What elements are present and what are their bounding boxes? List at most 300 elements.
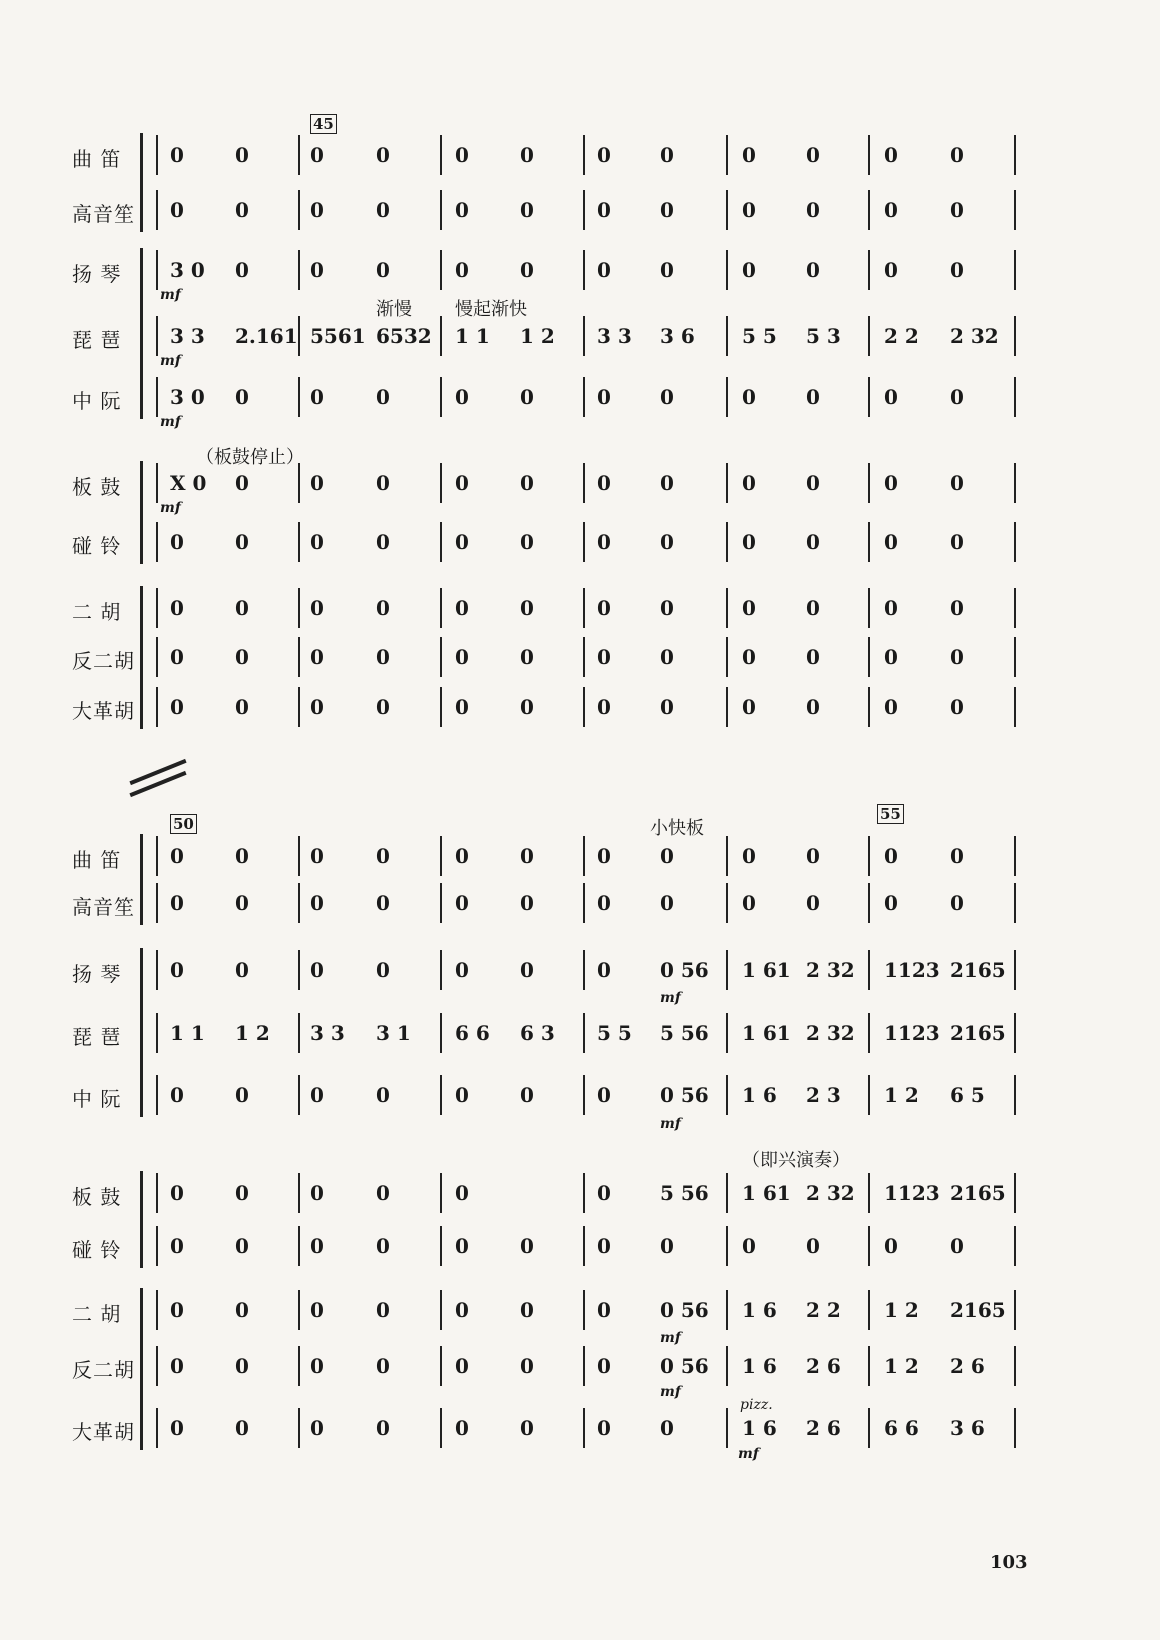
note-cell: 0: [597, 645, 611, 669]
note-cell: 2 32: [806, 958, 855, 982]
instrument-label: 高音笙: [72, 202, 135, 226]
note-cell: 0: [376, 385, 390, 409]
note-cell: 0: [806, 471, 820, 495]
group-bracket: [140, 1288, 153, 1450]
note-cell: 5 5: [597, 1021, 632, 1045]
note-cell: 0: [170, 1416, 184, 1440]
note-cell: 0: [376, 1083, 390, 1107]
note-cell: 0: [310, 258, 324, 282]
note-cell: 0: [170, 198, 184, 222]
note-cell: 0: [376, 844, 390, 868]
note-cell: 0: [235, 258, 249, 282]
barline: [1014, 1226, 1016, 1266]
note-cell: 0: [520, 258, 534, 282]
barline: [156, 316, 158, 356]
note-cell: 0: [660, 695, 674, 719]
note-cell: 0: [660, 891, 674, 915]
note-cell: 0: [520, 1416, 534, 1440]
note-cell: 2 2: [806, 1298, 841, 1322]
note-cell: 0: [520, 645, 534, 669]
barline: [726, 687, 728, 727]
barline: [583, 1346, 585, 1386]
barline: [440, 950, 442, 990]
note-cell: 2165: [950, 958, 1006, 982]
instrument-label: 大革胡: [72, 1420, 135, 1444]
note-cell: 0: [310, 471, 324, 495]
note-cell: 0: [660, 198, 674, 222]
note-cell: 0: [235, 1298, 249, 1322]
barline: [583, 463, 585, 503]
note-cell: 1 6: [742, 1083, 777, 1107]
barline: [868, 1226, 870, 1266]
note-cell: 0: [950, 258, 964, 282]
tempo-marking: 小快板: [650, 818, 704, 839]
barline: [156, 190, 158, 230]
note-cell: 3 3: [597, 324, 632, 348]
barline: [583, 883, 585, 923]
note-cell: 0: [376, 1416, 390, 1440]
note-cell: 0: [884, 645, 898, 669]
note-cell: 0: [597, 385, 611, 409]
barline: [440, 135, 442, 175]
note-cell: 0: [376, 1234, 390, 1258]
note-cell: 0: [310, 1354, 324, 1378]
note-cell: 0: [235, 198, 249, 222]
note-cell: 0: [806, 596, 820, 620]
instrument-label: 大革胡: [72, 699, 135, 723]
barline: [298, 377, 300, 417]
dynamic-mark: mf: [660, 990, 681, 1006]
note-cell: 2165: [950, 1021, 1006, 1045]
note-cell: 5 3: [806, 324, 841, 348]
note-cell: 0: [455, 844, 469, 868]
note-cell: 0: [170, 1181, 184, 1205]
note-cell: 0: [660, 1416, 674, 1440]
barline: [298, 316, 300, 356]
barline: [726, 190, 728, 230]
note-cell: 0: [235, 530, 249, 554]
instrument-label: 碰 铃: [72, 1238, 122, 1262]
note-cell: 0: [376, 695, 390, 719]
note-cell: 0: [742, 645, 756, 669]
barline: [298, 836, 300, 876]
note-cell: 3 0: [170, 385, 205, 409]
note-cell: 6532: [376, 324, 432, 348]
note-cell: 0: [455, 143, 469, 167]
barline: [156, 1290, 158, 1330]
note-cell: 0: [310, 695, 324, 719]
note-cell: 0: [170, 1234, 184, 1258]
instrument-label: 曲 笛: [72, 147, 122, 171]
note-cell: 0: [597, 258, 611, 282]
note-cell: 0: [235, 385, 249, 409]
note-cell: 1 6: [742, 1416, 777, 1440]
barline: [1014, 250, 1016, 290]
note-cell: 0: [742, 143, 756, 167]
note-cell: 0: [520, 1083, 534, 1107]
barline: [726, 1013, 728, 1053]
tempo-marking: 慢起渐快: [455, 299, 527, 320]
instrument-label: 板 鼓: [72, 1185, 122, 1209]
note-cell: 0: [660, 143, 674, 167]
note-cell: 1 2: [884, 1354, 919, 1378]
note-cell: 1 61: [742, 1181, 791, 1205]
page-number: 103: [990, 1552, 1028, 1573]
barline: [440, 250, 442, 290]
note-cell: 0: [597, 143, 611, 167]
note-cell: 0: [455, 1354, 469, 1378]
barline: [583, 522, 585, 562]
note-cell: 0: [455, 958, 469, 982]
barline: [156, 1013, 158, 1053]
note-cell: 0: [950, 844, 964, 868]
note-cell: 0: [310, 844, 324, 868]
barline: [726, 135, 728, 175]
barline: [298, 1013, 300, 1053]
note-cell: 0: [950, 695, 964, 719]
barline: [298, 1226, 300, 1266]
note-cell: 1 1: [170, 1021, 205, 1045]
note-cell: 0: [235, 1181, 249, 1205]
note-cell: 0: [597, 1234, 611, 1258]
instrument-label: 琵 琶: [72, 1025, 122, 1049]
note-cell: 3 3: [310, 1021, 345, 1045]
note-cell: 0: [520, 1298, 534, 1322]
barline: [868, 1290, 870, 1330]
note-cell: 0: [742, 385, 756, 409]
note-cell: 0 56: [660, 1298, 709, 1322]
note-cell: 0: [455, 891, 469, 915]
note-cell: 0: [597, 471, 611, 495]
note-cell: 0: [310, 385, 324, 409]
note-cell: 2 6: [806, 1354, 841, 1378]
note-cell: 2 3: [806, 1083, 841, 1107]
barline: [298, 588, 300, 628]
barline: [1014, 463, 1016, 503]
note-cell: 0: [806, 891, 820, 915]
instrument-label: 板 鼓: [72, 475, 122, 499]
group-bracket: [140, 586, 153, 729]
note-cell: 0: [742, 530, 756, 554]
note-cell: 0: [520, 471, 534, 495]
barline: [868, 637, 870, 677]
barline: [298, 522, 300, 562]
dynamic-mark: mf: [738, 1446, 759, 1462]
barline: [440, 463, 442, 503]
barline: [868, 463, 870, 503]
note-cell: 0: [806, 645, 820, 669]
note-cell: 0: [660, 385, 674, 409]
note-cell: 0: [310, 958, 324, 982]
note-cell: 0: [660, 844, 674, 868]
note-cell: 0: [455, 695, 469, 719]
barline: [156, 1226, 158, 1266]
barline: [156, 1408, 158, 1448]
note-cell: 0: [170, 844, 184, 868]
barline: [726, 1290, 728, 1330]
note-cell: 0: [742, 471, 756, 495]
note-cell: 0: [235, 143, 249, 167]
barline: [156, 1075, 158, 1115]
note-cell: 0: [170, 596, 184, 620]
barline: [868, 316, 870, 356]
note-cell: 1 2: [520, 324, 555, 348]
barline: [156, 377, 158, 417]
note-cell: 0: [235, 1416, 249, 1440]
note-cell: 0: [597, 1181, 611, 1205]
note-cell: 0: [376, 1354, 390, 1378]
barline: [156, 135, 158, 175]
barline: [298, 1290, 300, 1330]
note-cell: 0: [884, 471, 898, 495]
annotation: （板鼓停止）: [196, 447, 304, 468]
note-cell: 0: [310, 1234, 324, 1258]
note-cell: 0: [660, 530, 674, 554]
barline: [868, 135, 870, 175]
note-cell: 0: [597, 844, 611, 868]
note-cell: 0: [884, 530, 898, 554]
instrument-label: 高音笙: [72, 895, 135, 919]
articulation: pizz.: [740, 1397, 773, 1413]
note-cell: 1123: [884, 958, 940, 982]
barline: [440, 1075, 442, 1115]
barline: [583, 1290, 585, 1330]
barline: [440, 883, 442, 923]
note-cell: 0: [455, 1234, 469, 1258]
note-cell: 0: [950, 471, 964, 495]
note-cell: 3 6: [950, 1416, 985, 1440]
barline: [298, 1173, 300, 1213]
note-cell: 0: [742, 695, 756, 719]
note-cell: 0: [520, 1234, 534, 1258]
barline: [583, 687, 585, 727]
note-cell: 0: [170, 1298, 184, 1322]
note-cell: 3 6: [660, 324, 695, 348]
barline: [868, 950, 870, 990]
group-bracket: [140, 1171, 153, 1268]
barline: [868, 1013, 870, 1053]
note-cell: 0: [520, 844, 534, 868]
barline: [868, 522, 870, 562]
note-cell: 0: [310, 1181, 324, 1205]
note-cell: 1 61: [742, 1021, 791, 1045]
note-cell: 1 2: [884, 1083, 919, 1107]
note-cell: 0: [310, 1298, 324, 1322]
note-cell: 0: [597, 530, 611, 554]
note-cell: 0 56: [660, 1354, 709, 1378]
barline: [440, 637, 442, 677]
note-cell: 2 6: [806, 1416, 841, 1440]
note-cell: 0: [455, 645, 469, 669]
barline: [1014, 316, 1016, 356]
barline: [298, 190, 300, 230]
note-cell: 0: [310, 1083, 324, 1107]
barline: [298, 637, 300, 677]
note-cell: 1123: [884, 1181, 940, 1205]
note-cell: 0: [742, 891, 756, 915]
system-break: [129, 771, 186, 797]
barline: [440, 1013, 442, 1053]
note-cell: 0: [520, 530, 534, 554]
note-cell: 1 2: [235, 1021, 270, 1045]
barline: [156, 588, 158, 628]
note-cell: 0: [235, 844, 249, 868]
barline: [1014, 1346, 1016, 1386]
note-cell: 1 61: [742, 958, 791, 982]
instrument-label: 二 胡: [72, 600, 122, 624]
group-bracket: [140, 461, 153, 564]
note-cell: 1 6: [742, 1354, 777, 1378]
note-cell: 0: [950, 143, 964, 167]
dynamic-mark: mf: [160, 500, 181, 516]
note-cell: 0: [170, 695, 184, 719]
note-cell: 0: [884, 198, 898, 222]
note-cell: 0: [170, 958, 184, 982]
barline: [726, 1346, 728, 1386]
barline: [298, 1075, 300, 1115]
barline: [298, 250, 300, 290]
barline: [440, 588, 442, 628]
barline: [1014, 1408, 1016, 1448]
barline: [868, 190, 870, 230]
barline: [1014, 1173, 1016, 1213]
note-cell: 0: [742, 844, 756, 868]
note-cell: 0: [660, 596, 674, 620]
note-cell: 0: [597, 1416, 611, 1440]
barline: [583, 135, 585, 175]
note-cell: 0: [376, 258, 390, 282]
note-cell: 0: [376, 530, 390, 554]
barline: [868, 883, 870, 923]
barline: [156, 522, 158, 562]
dynamic-mark: mf: [660, 1116, 681, 1132]
instrument-label: 中 阮: [72, 1087, 122, 1111]
barline: [583, 316, 585, 356]
barline: [583, 250, 585, 290]
note-cell: 0: [806, 198, 820, 222]
barline: [1014, 1013, 1016, 1053]
barline: [1014, 950, 1016, 990]
note-cell: 0: [520, 143, 534, 167]
instrument-label: 扬 琴: [72, 262, 122, 286]
instrument-label: 曲 笛: [72, 848, 122, 872]
note-cell: 6 6: [884, 1416, 919, 1440]
group-bracket: [140, 133, 153, 232]
note-cell: 0: [660, 258, 674, 282]
note-cell: 0: [170, 1083, 184, 1107]
barline: [868, 1173, 870, 1213]
note-cell: 0: [742, 596, 756, 620]
note-cell: 1 2: [884, 1298, 919, 1322]
barline: [583, 588, 585, 628]
note-cell: 0: [376, 958, 390, 982]
note-cell: 0: [310, 198, 324, 222]
note-cell: 0: [520, 385, 534, 409]
note-cell: 0: [806, 844, 820, 868]
note-cell: 0: [520, 695, 534, 719]
note-cell: 0: [310, 891, 324, 915]
note-cell: 0: [455, 1416, 469, 1440]
note-cell: 0: [660, 1234, 674, 1258]
note-cell: 0 56: [660, 958, 709, 982]
barline: [726, 836, 728, 876]
barline: [726, 1408, 728, 1448]
barline: [726, 463, 728, 503]
note-cell: 2 32: [806, 1021, 855, 1045]
barline: [583, 637, 585, 677]
note-cell: 0: [376, 1181, 390, 1205]
annotation: （即兴演奏）: [742, 1150, 850, 1171]
barline: [1014, 135, 1016, 175]
barline: [1014, 190, 1016, 230]
barline: [1014, 637, 1016, 677]
note-cell: 2165: [950, 1181, 1006, 1205]
note-cell: 2 32: [806, 1181, 855, 1205]
barline: [583, 1075, 585, 1115]
barline: [298, 687, 300, 727]
note-cell: 3 1: [376, 1021, 411, 1045]
dynamic-mark: mf: [160, 414, 181, 430]
note-cell: 0: [884, 1234, 898, 1258]
note-cell: 0: [520, 1354, 534, 1378]
barline: [156, 1173, 158, 1213]
note-cell: 1 1: [455, 324, 490, 348]
barline: [156, 687, 158, 727]
note-cell: 0: [884, 891, 898, 915]
barline: [156, 463, 158, 503]
instrument-label: 二 胡: [72, 1302, 122, 1326]
barline: [868, 250, 870, 290]
note-cell: 0: [597, 596, 611, 620]
note-cell: 0: [950, 891, 964, 915]
note-cell: 0: [235, 645, 249, 669]
barline: [298, 1346, 300, 1386]
note-cell: 0: [884, 143, 898, 167]
barline: [868, 1408, 870, 1448]
group-bracket: [140, 834, 153, 925]
rehearsal-mark: 45: [310, 114, 337, 134]
barline: [583, 950, 585, 990]
barline: [298, 1408, 300, 1448]
note-cell: 0: [884, 258, 898, 282]
note-cell: 6 6: [455, 1021, 490, 1045]
note-cell: 0: [376, 645, 390, 669]
note-cell: 0: [520, 596, 534, 620]
barline: [726, 588, 728, 628]
note-cell: 0: [235, 1083, 249, 1107]
note-cell: 0: [455, 258, 469, 282]
barline: [440, 1346, 442, 1386]
note-cell: 0: [376, 891, 390, 915]
note-cell: 0: [597, 695, 611, 719]
barline: [156, 883, 158, 923]
note-cell: 5 5: [742, 324, 777, 348]
note-cell: 3 0: [170, 258, 205, 282]
note-cell: 0: [597, 891, 611, 915]
barline: [440, 316, 442, 356]
note-cell: 0: [235, 596, 249, 620]
dynamic-mark: mf: [160, 287, 181, 303]
barline: [868, 377, 870, 417]
barline: [726, 950, 728, 990]
note-cell: 0: [170, 530, 184, 554]
note-cell: 0: [310, 143, 324, 167]
note-cell: 2.161: [235, 324, 298, 348]
note-cell: 0: [376, 596, 390, 620]
note-cell: 2 2: [884, 324, 919, 348]
note-cell: 0: [520, 198, 534, 222]
dynamic-mark: mf: [660, 1384, 681, 1400]
